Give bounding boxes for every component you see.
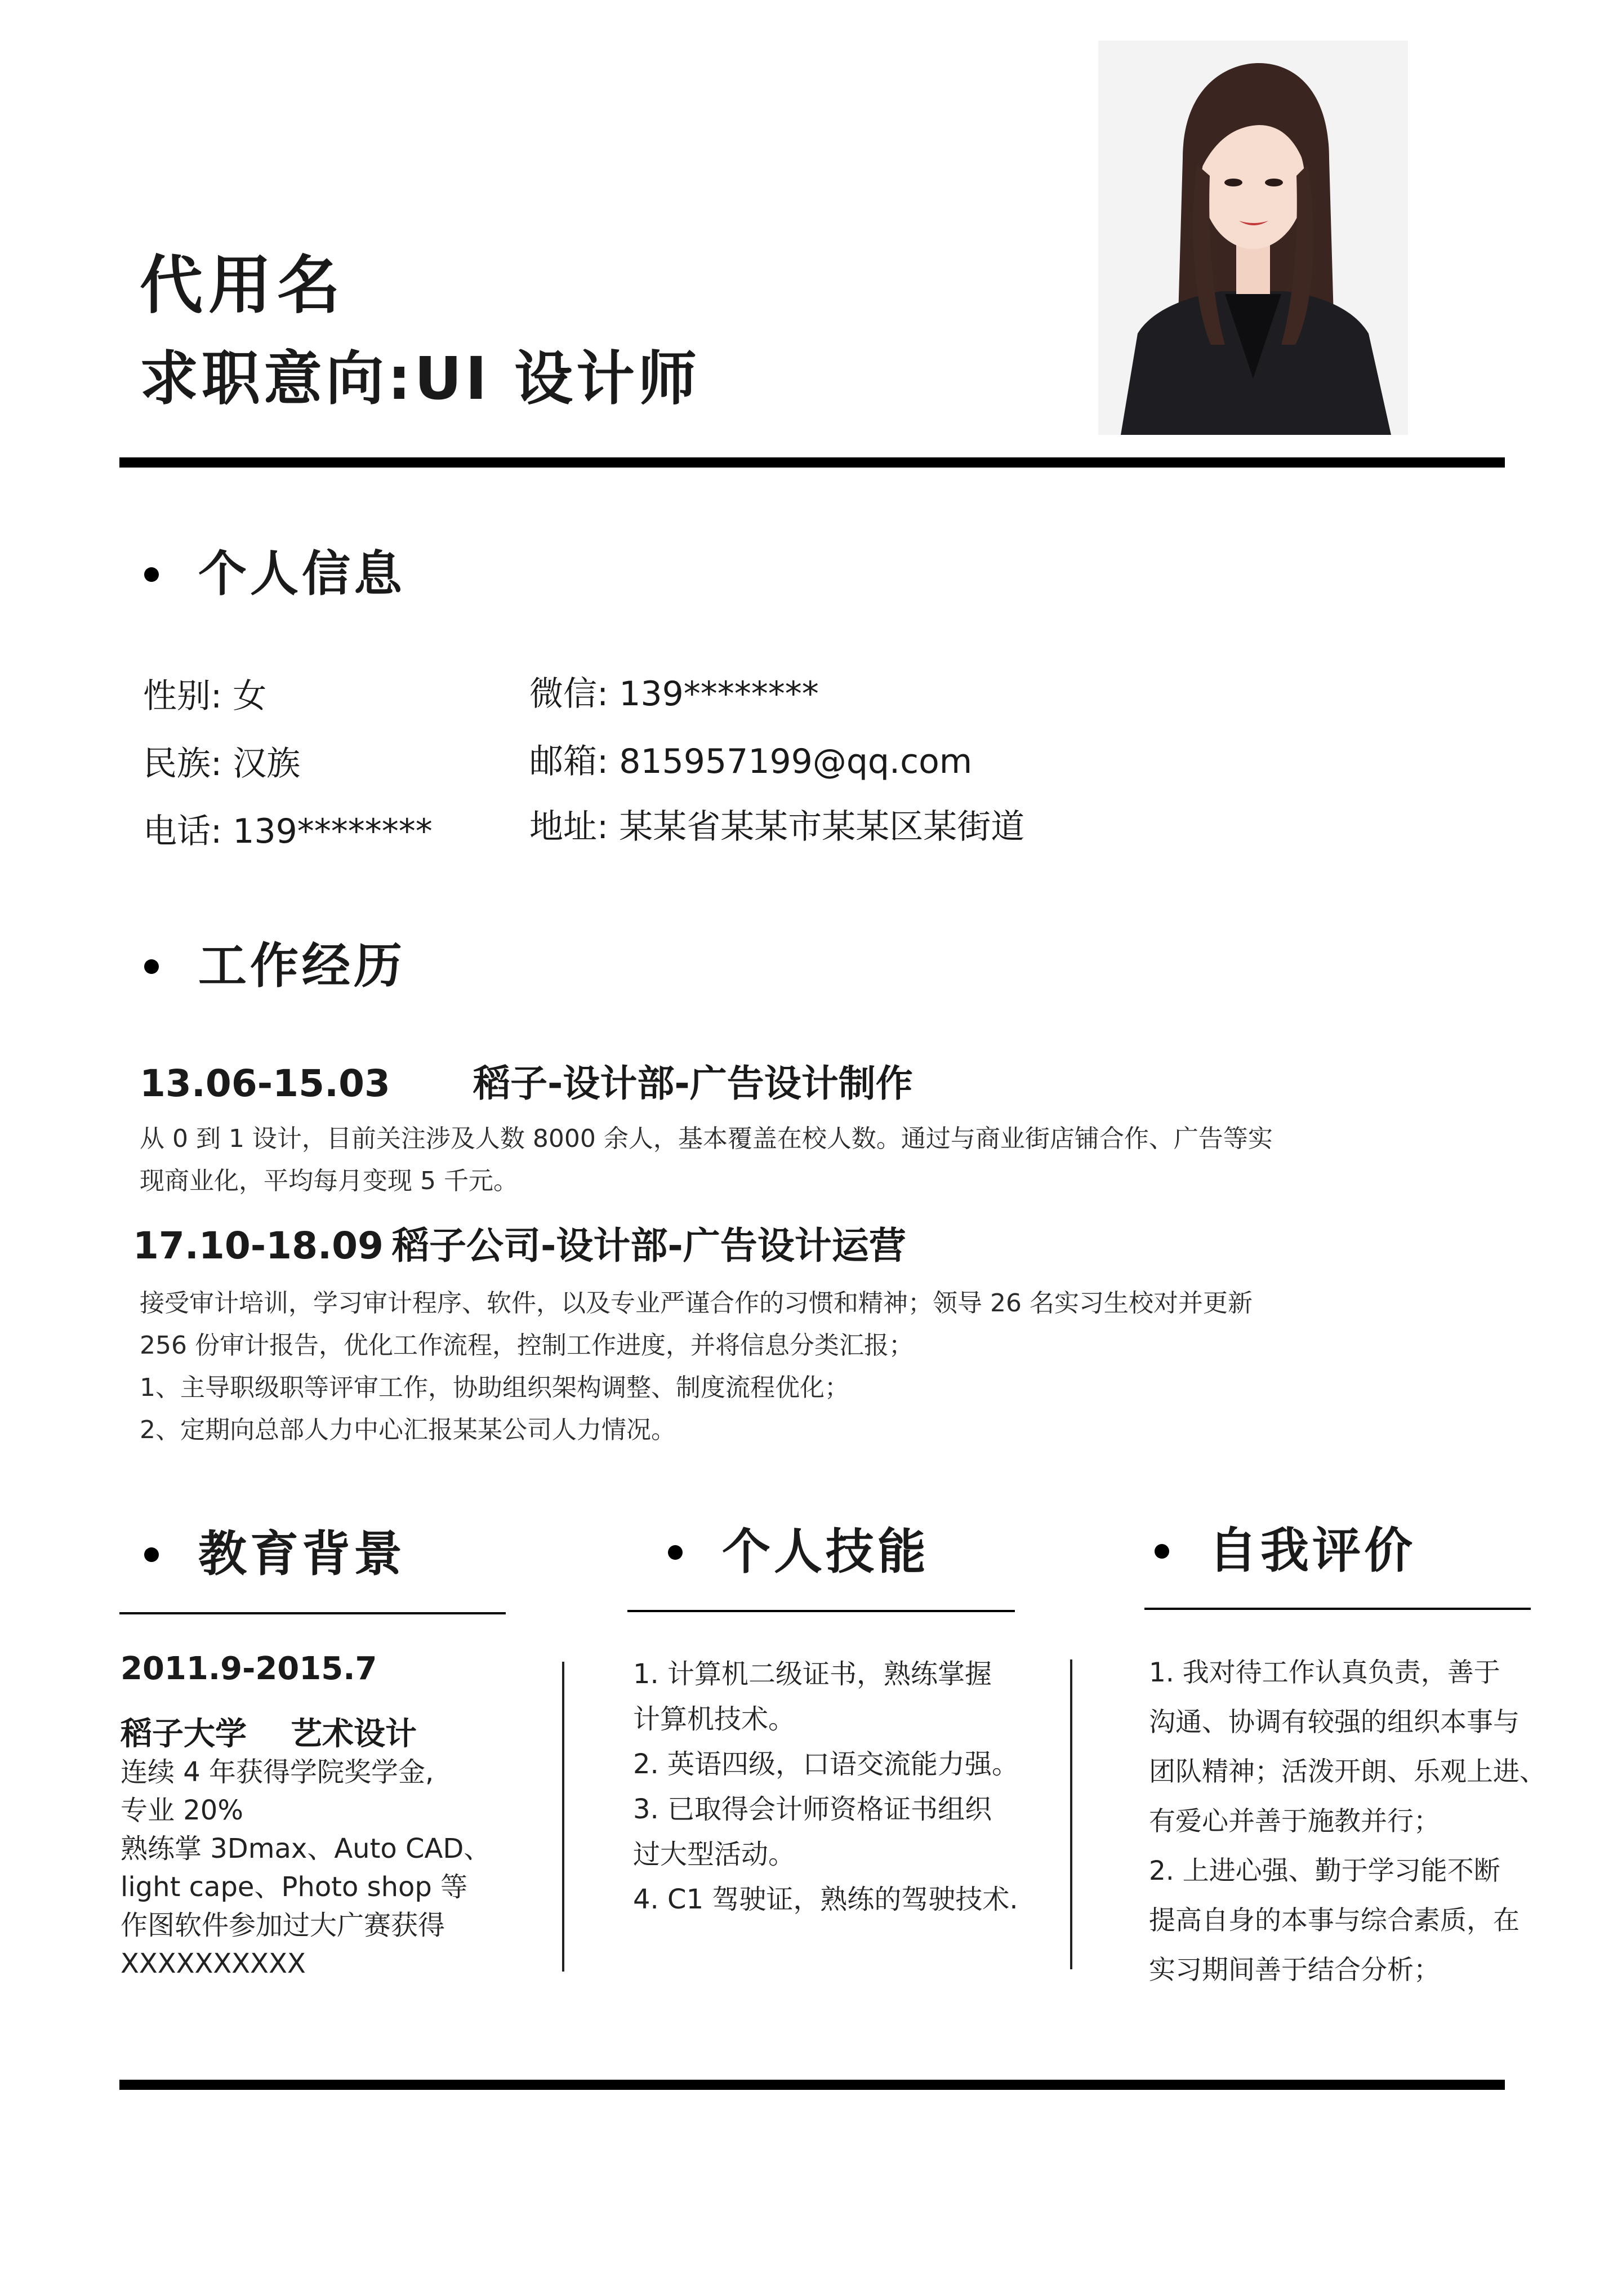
job-role: 稻子-设计部-广告设计制作 (473, 1062, 913, 1105)
job-description (140, 1282, 1435, 1451)
education-line: light cape、Photo shop 等 (121, 1871, 468, 1903)
bullet-icon (1155, 1544, 1169, 1559)
section-title: 自我评价 (1209, 1523, 1416, 1579)
job-role: 稻子公司-设计部-广告设计运营 (392, 1224, 906, 1267)
profile-photo (1098, 41, 1408, 435)
skills-list (633, 1652, 1019, 1922)
self-eval-line: 沟通、协调有较强的组织本事与 (1149, 1707, 1519, 1738)
header-divider (119, 457, 1505, 468)
section-heading-education (144, 1525, 406, 1583)
education-period: 2011.9-2015.7 (121, 1650, 377, 1687)
section-title: 教育背景 (198, 1526, 406, 1582)
info-gender: 性别: 女 (143, 677, 267, 716)
info-phone: 电话: 139******** (143, 812, 433, 851)
skill-line: 1. 计算机二级证书，熟练掌握 (633, 1658, 992, 1690)
self-eval-line: 团队精神；活泼开朗、乐观上进、 (1149, 1756, 1546, 1787)
candidate-name: 代用名 (140, 249, 346, 322)
info-address: 地址: 某某省某某市某某区某街道 (529, 807, 1025, 847)
section-heading-skills (668, 1523, 929, 1581)
job-period: 13.06-15.03 (140, 1062, 390, 1105)
education-line: 专业 20% (121, 1795, 243, 1826)
self-eval-underline (1144, 1608, 1531, 1610)
self-eval-list (1149, 1648, 1546, 1995)
job-line: 1、主导职级职等评审工作，协助组织架构调整、制度流程优化； (140, 1373, 849, 1402)
info-ethnicity: 民族: 汉族 (143, 744, 301, 784)
skill-line: 4. C1 驾驶证，熟练的驾驶技术. (633, 1884, 1018, 1915)
job-intent: 求职意向:UI 设计师 (140, 344, 700, 413)
job-description (140, 1118, 1435, 1202)
skill-line: 2. 英语四级，口语交流能力强。 (633, 1748, 1019, 1780)
section-heading-personal (144, 545, 406, 603)
self-eval-line: 提高自身的本事与综合素质，在 (1149, 1905, 1519, 1936)
job-period: 17.10-18.09 (133, 1224, 384, 1267)
skill-line: 计算机技术。 (633, 1703, 796, 1735)
job-line: 从 0 到 1 设计，目前关注涉及人数 8000 余人，基本覆盖在校人数。通过与商业街店铺合作、广告等实 (140, 1124, 1273, 1153)
footer-divider (119, 2080, 1505, 2090)
section-title: 个人信息 (198, 546, 406, 602)
job-line: 2、定期向总部人力中心汇报某某公司人力情况。 (140, 1416, 676, 1444)
self-eval-line: 2. 上进心强、勤于学习能不断 (1149, 1856, 1500, 1886)
education-underline (119, 1612, 506, 1614)
skill-line: 过大型活动。 (633, 1839, 796, 1870)
skills-underline (627, 1610, 1015, 1612)
job-line: 现商业化，平均每月变现 5 千元。 (140, 1167, 518, 1195)
job-line: 256 份审计报告，优化工作流程，控制工作进度，并将信息分类汇报； (140, 1331, 914, 1360)
info-email: 邮箱: 815957199@qq.com (529, 742, 973, 781)
job-line: 接受审计培训，学习审计程序、软件，以及专业严谨合作的习惯和精神；领导 26 名实习生校对并更新 (140, 1289, 1253, 1318)
education-line: XXXXXXXXXX (121, 1948, 306, 1979)
column-divider (562, 1662, 564, 1972)
self-eval-line: 1. 我对待工作认真负责，善于 (1149, 1657, 1500, 1688)
education-details (121, 1753, 491, 1983)
education-line: 熟练掌 3Dmax、Auto CAD、 (121, 1833, 491, 1865)
column-divider (1070, 1659, 1072, 1969)
bullet-icon (668, 1545, 683, 1560)
education-line: 连续 4 年获得学院奖学金, (121, 1756, 434, 1788)
education-line: 作图软件参加过大广赛获得 (121, 1910, 445, 1941)
info-wechat: 微信: 139******** (529, 674, 819, 714)
bullet-icon (144, 1547, 159, 1562)
section-heading-work (144, 937, 406, 995)
self-eval-line: 实习期间善于结合分析； (1149, 1955, 1440, 1986)
section-title: 工作经历 (198, 938, 406, 994)
skill-line: 3. 已取得会计师资格证书组织 (633, 1794, 992, 1825)
self-eval-line: 有爱心并善于施教并行； (1149, 1806, 1440, 1837)
bullet-icon (144, 567, 159, 582)
bullet-icon (144, 959, 159, 974)
section-heading-self-eval (1155, 1522, 1416, 1580)
section-title: 个人技能 (722, 1524, 929, 1580)
education-school: 稻子大学 艺术设计 (121, 1716, 417, 1752)
